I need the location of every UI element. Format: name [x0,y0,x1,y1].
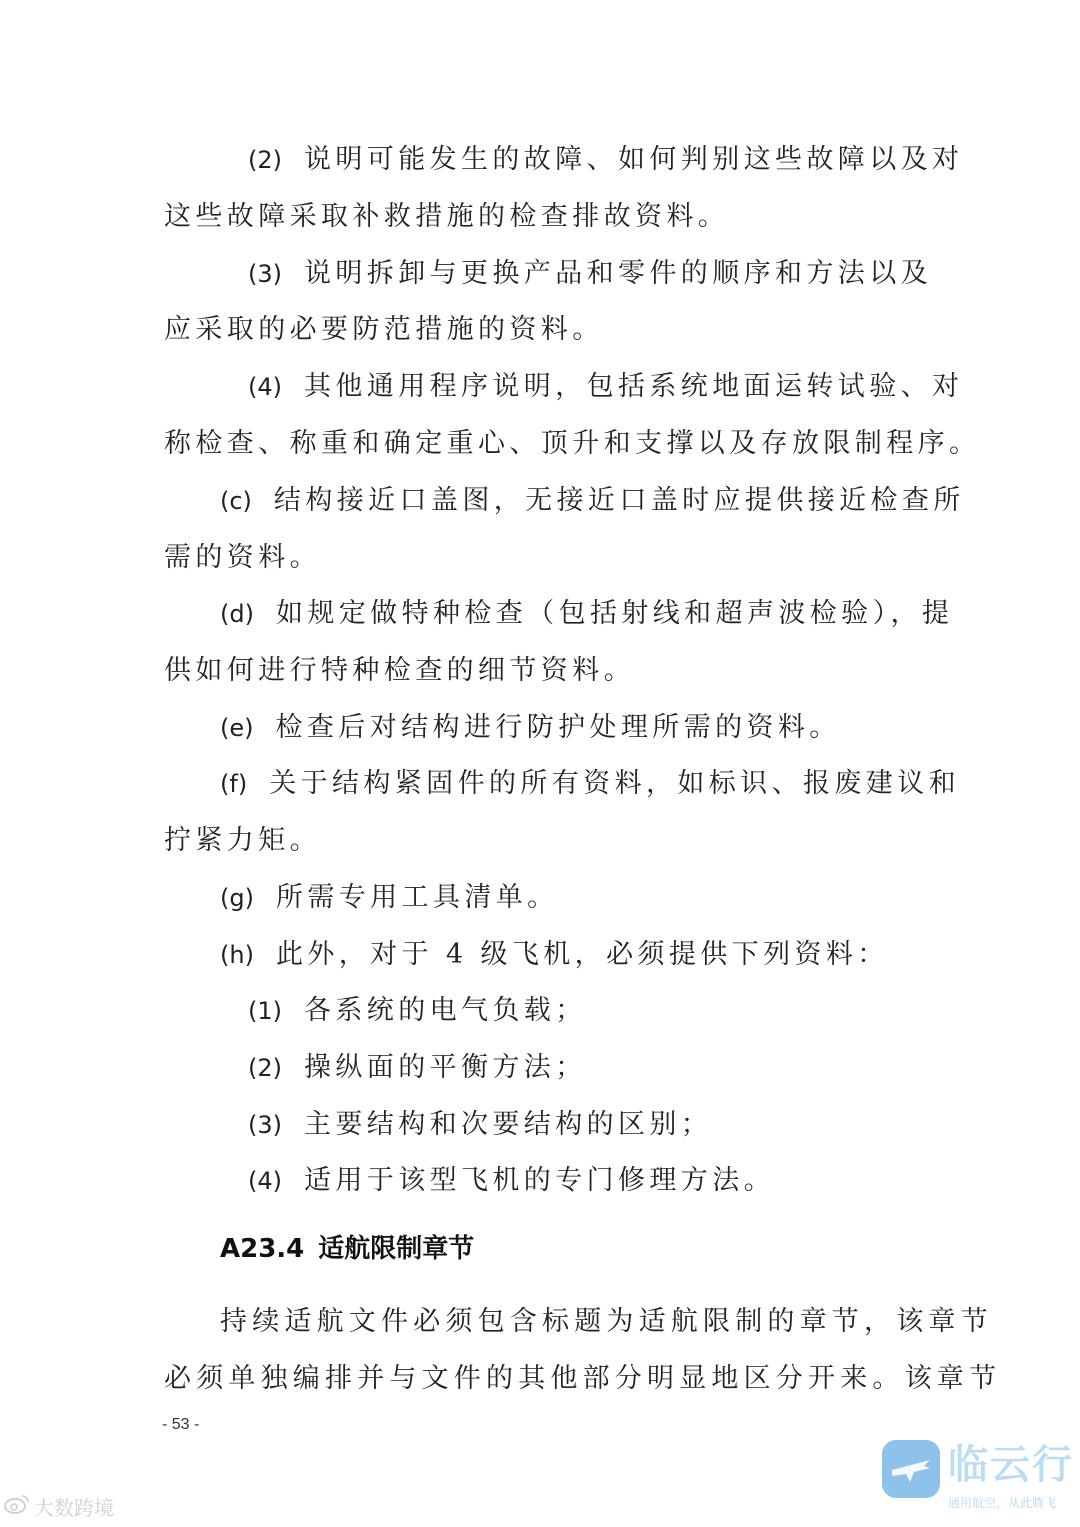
item-line: (3) 主要结构和次要结构的区别； [248,1109,713,1140]
section-title: 适航限制章节 [318,1234,475,1264]
item-line: 拧紧力矩。 [164,825,321,856]
airplane-icon [882,1440,940,1498]
section-number: A23.4 [220,1234,305,1264]
item-line: (h) 此外，对于 4 级飞机，必须提供下列资料： [220,939,889,970]
section-heading [220,1232,474,1266]
paragraph-line: 必须单独编排并与文件的其他部分明显地区分开来。该章节 [164,1363,1002,1394]
item-line: (4) 其他通用程序说明，包括系统地面运转试验、对 [248,371,964,402]
watermark-left-text: 大数跨境 [34,1496,114,1520]
item-line: (4) 适用于该型飞机的专门修理方法。 [248,1165,775,1196]
page-number: - 53 - [162,1416,200,1433]
item-line: (e) 检查后对结构进行防护处理所需的资料。 [220,712,841,743]
item-line: (d) 如规定做特种检查（包括射线和超声波检验），提 [220,598,954,629]
watermark-left [4,1492,114,1521]
paragraph-line: 持续适航文件必须包含标题为适航限制的章节，该章节 [220,1306,993,1337]
item-line: 需的资料。 [164,542,321,573]
item-line: (3) 说明拆卸与更换产品和零件的顺序和方法以及 [248,258,932,289]
item-line: 供如何进行特种检查的细节资料。 [164,655,635,686]
item-line: (2) 操纵面的平衡方法； [248,1052,587,1083]
watermark-right [882,1440,1074,1522]
item-line: (f) 关于结构紧固件的所有资料，如标识、报废建议和 [220,768,960,799]
item-line: 称检查、称重和确定重心、顶升和支撑以及存放限制程序。 [164,428,981,459]
item-line: (g) 所需专用工具清单。 [220,882,559,913]
watermark-brand: 临云行 [948,1442,1074,1488]
watermark-slogan: 通用航空，从此腾飞 [948,1496,1057,1510]
item-line: (1) 各系统的电气负载； [248,995,587,1026]
item-line: (2) 说明可能发生的故障、如何判别这些故障以及对 [248,144,964,175]
item-line: 应采取的必要防范措施的资料。 [164,314,604,345]
item-line: (c) 结构接近口盖图，无接近口盖时应提供接近检查所 [220,485,965,516]
item-line: 这些故障采取补救措施的检查排故资料。 [164,201,730,232]
weibo-icon [4,1493,30,1521]
